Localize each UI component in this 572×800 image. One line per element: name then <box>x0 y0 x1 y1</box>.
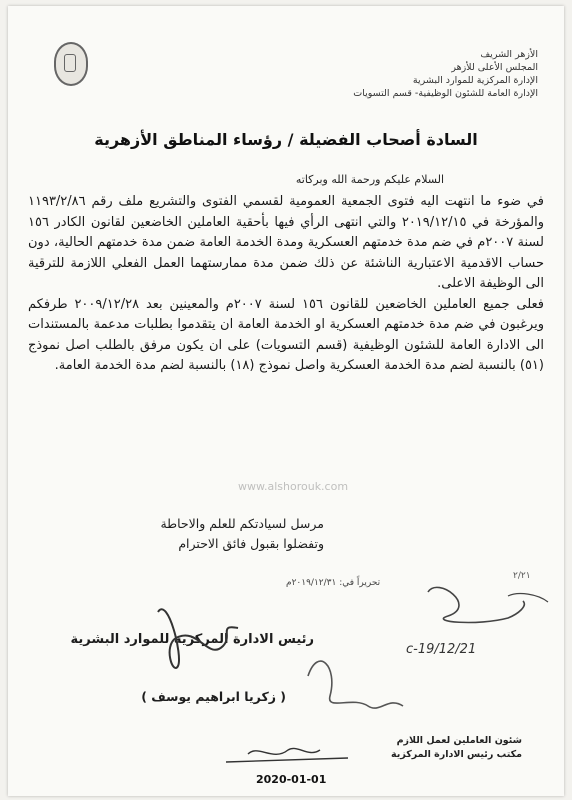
routing-stamp <box>391 734 522 762</box>
handwritten-note: ٢/٢١ <box>513 571 531 581</box>
body-paragraph: فعلى جميع العاملين الخاضعين للقانون ١٥٦ لسنة ٢٠٠٧م والمعينين بعد ٢٠٠٩/١٢/٢٨ طرفكم ويرغبون في ضم مدة خدمتهم العسكرية او الخدمة العامة ان يتقدموا بطلبات مدعمة بالمستندات الى الادارة العامة للشئون الوظيفية (قسم التسويات) على ان يكون مرفق بالطلب اصل نموذج (٥١) بالنسبة لضم مدة الخدمة العسكرية واصل نموذج (١٨) بالنسبة لضم مدة الخدمة العامة. <box>28 296 545 373</box>
closing-line: وتفضلوا بقبول فائق الاحترام <box>178 536 324 551</box>
letterhead-line: الإدارة المركزية للموارد البشرية <box>412 75 538 86</box>
greeting: السلام عليكم ورحمة الله وبركاته <box>295 173 444 186</box>
bottom-signature-icon <box>248 748 320 754</box>
body-paragraph: في ضوء ما انتهت اليه فتوى الجمعية العمومية لقسمي الفتوى والتشريع ملف رقم ١١٩٣/٢/٨٦ والمؤرخة في ٢٠١٩/١٢/١٥ والتي انتهى الرأي فيها بأحقية العاملين الخاضعين لقانون الكادر ١٥٦ لسنة ٢٠٠٧م في ضم مدة خدمتهم العسكرية ومدة الخدمة العامة ضمن مدة خدمتهم الحالية، دون حساب الاقدمية الاعتبارية الناشئة عن ذلك ضمن مدة ممارستهما العمل الفعلي اللازمة للترقية الى الوظيفة الاعلى. <box>28 194 544 291</box>
signatory-title: رئيس الادارة المركزية للموارد البشرية <box>70 632 314 647</box>
footer-date: 2020-01-01 <box>256 773 327 786</box>
azhar-seal-icon <box>54 42 88 86</box>
stamp-line: مكتب رئيس الادارة المركزية <box>390 749 522 760</box>
document-page <box>8 6 564 796</box>
letterhead <box>288 48 538 100</box>
addressee-heading: السادة أصحاب الفضيلة / رؤساء المناطق الأزهرية <box>94 130 478 149</box>
stamp-line: شئون العاملين لعمل اللازم <box>396 735 522 746</box>
handwritten-date: c-19/12/21 <box>406 642 477 657</box>
closing <box>160 514 324 554</box>
stamp-scribble-icon <box>308 661 403 708</box>
date-written: تحريراً في: ٢٠١٩/١٢/٣١م <box>286 578 381 588</box>
closing-line: مرسل لسيادتكم للعلم والاحاطة <box>160 516 324 531</box>
signatory-name: ( زكريا ابراهيم يوسف ) <box>141 689 286 704</box>
letterhead-line: الإدارة العامة للشئون الوظيفية- قسم التسويات <box>353 88 538 99</box>
letterhead-line: المجلس الأعلى للأزهر <box>451 62 538 73</box>
letterhead-line: الأزهر الشريف <box>480 49 538 60</box>
initials-scribble-icon <box>428 587 524 622</box>
letter-body <box>28 192 544 377</box>
handwriting-marks <box>8 6 564 796</box>
watermark: www.alshorouk.com <box>238 480 349 493</box>
